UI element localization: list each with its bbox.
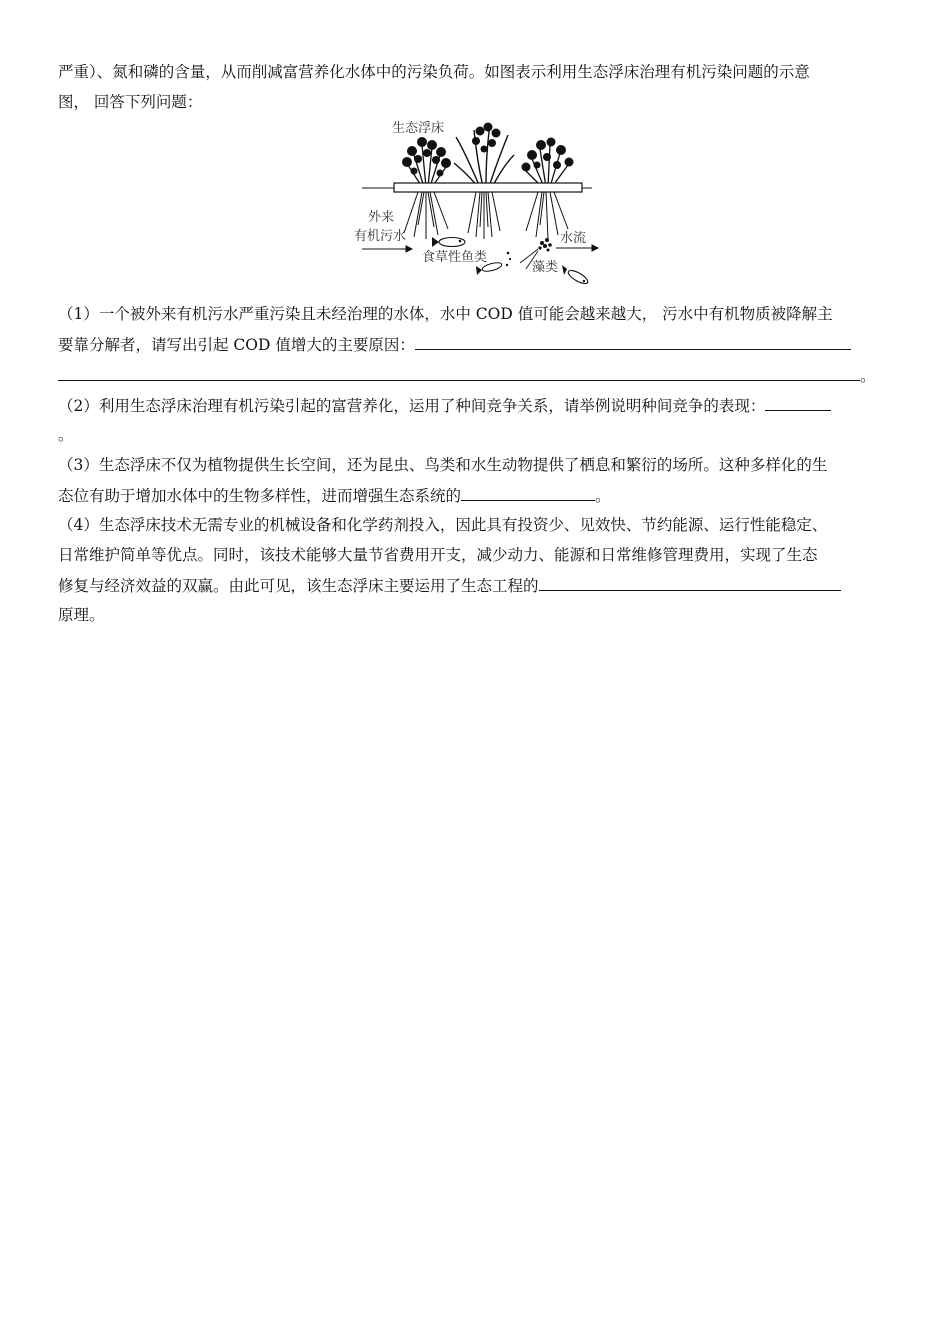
- figure-label-floating-bed: 生态浮床: [392, 121, 445, 136]
- bubbles: [506, 252, 511, 267]
- figure-label-fish: 食草性鱼类: [422, 250, 488, 265]
- floating-bed-board: [394, 183, 582, 192]
- intro-line-1: 严重）、氮和磷的含量，从而削减富营养化水体中的污染负荷。如图表示利用生态浮床治理有机污染问题的示意: [58, 63, 810, 81]
- figure-label-sewage-2: 有机污水: [354, 229, 407, 244]
- figure-label-water-flow: 水流: [560, 231, 587, 246]
- q2-line-1: [58, 395, 892, 416]
- figure-label-sewage-1: 外来: [368, 210, 395, 225]
- q3-line-2-text: 态位有助于增加水体中的生物多样性，进而增强生态系统的: [58, 487, 462, 505]
- q1-answer-blank-2[interactable]: [58, 365, 860, 381]
- q1-line-1: （1）一个被外来有机污水严重污染且未经治理的水体，水中 COD 值可能会越来越大， 污水中有机物质被降解主: [58, 305, 833, 323]
- intro-line-2: 图， 回答下列问题：: [58, 93, 203, 111]
- q2-line-2: 。: [58, 426, 74, 444]
- q3-answer-blank[interactable]: [461, 485, 595, 501]
- q1-line-2: [58, 334, 892, 355]
- roots: [404, 192, 568, 239]
- plant-right-heads: [522, 138, 574, 172]
- q4-answer-blank[interactable]: [539, 575, 841, 591]
- q4-line-3-text: 修复与经济效益的双赢。由此可见，该生态浮床主要运用了生态工程的: [58, 577, 539, 595]
- q3-line-1: （3）生态浮床不仅为植物提供生长空间，还为昆虫、鸟类和水生动物提供了栖息和繁衍的场所。这种多样化的生: [58, 456, 828, 474]
- q1-answer-blank-1[interactable]: [415, 334, 851, 350]
- q3-line-2: [58, 485, 892, 506]
- q1-line-3: [58, 365, 892, 386]
- q4-line-4: 原理。: [58, 606, 105, 624]
- q4-line-2: 日常维护简单等优点。同时，该技术能够大量节省费用开支，减少动力、能源和日常维修管理费用，实现了生态: [58, 546, 818, 564]
- algae-icon: [538, 238, 551, 252]
- fish-icon-3: [562, 265, 590, 286]
- q3-end: 。: [595, 487, 611, 505]
- q2-line-1-text: （2）利用生态浮床治理有机污染引起的富营养化，运用了种间竞争关系，请举例说明种间竞争的表现：: [58, 397, 766, 415]
- ecological-floating-bed-figure: [352, 115, 602, 295]
- plant-middle: [454, 125, 514, 187]
- q4-line-3: [58, 575, 892, 596]
- q1-end: 。: [860, 367, 876, 385]
- q2-answer-blank[interactable]: [765, 395, 831, 411]
- fish-icon-1: [432, 237, 465, 247]
- sewage-inflow-arrow: [362, 246, 412, 252]
- q4-line-1: （4）生态浮床技术无需专业的机械设备和化学药剂投入，因此具有投资少、见效快、节约能源、运行性能稳定、: [58, 516, 828, 534]
- figure-label-algae: 藻类: [532, 260, 559, 275]
- q1-line-2-text: 要靠分解者，请写出引起 COD 值增大的主要原因：: [58, 336, 415, 354]
